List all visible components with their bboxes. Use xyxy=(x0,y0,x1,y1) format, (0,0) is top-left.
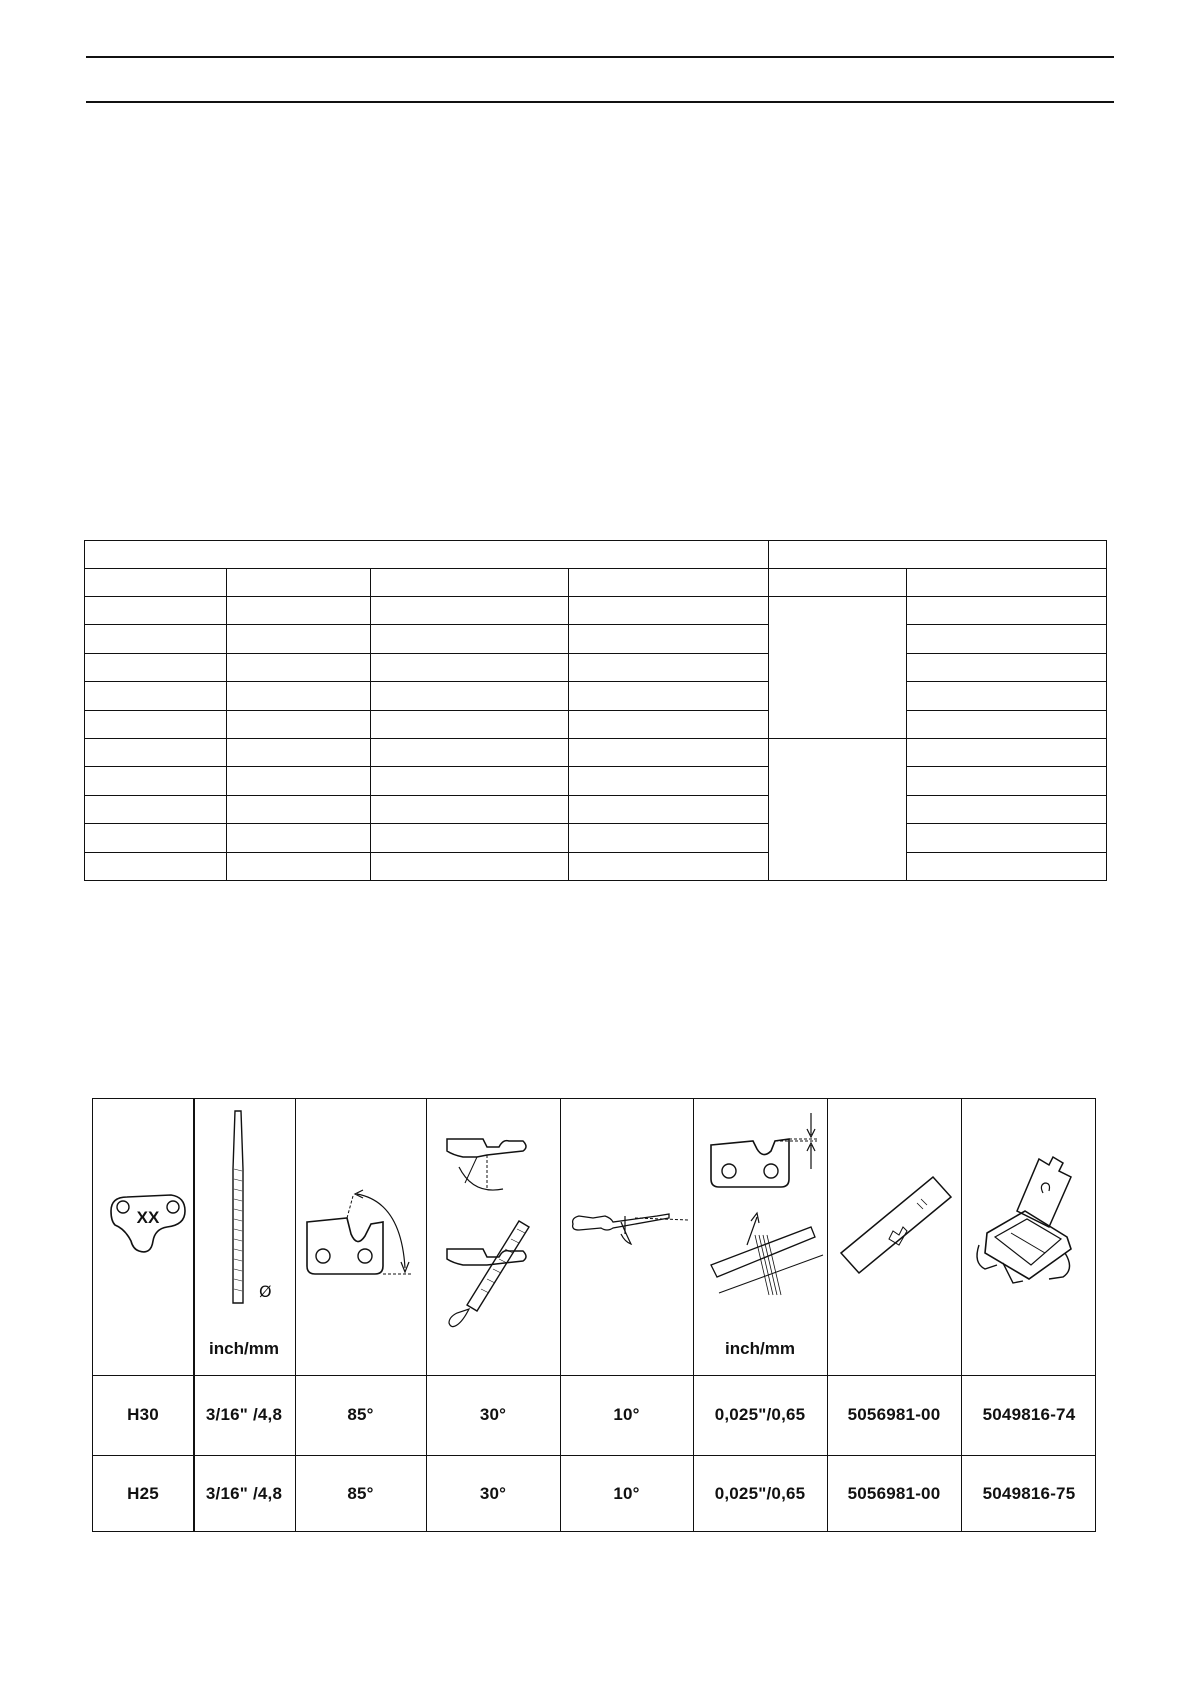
table-cell xyxy=(226,795,371,824)
table-cell xyxy=(568,624,769,653)
table-merged-cell xyxy=(768,596,907,739)
table-cell xyxy=(226,653,371,682)
table-cell xyxy=(906,596,1107,625)
table-cell xyxy=(84,710,227,739)
table-cell xyxy=(370,823,569,852)
table-cell xyxy=(370,653,569,682)
table-cell xyxy=(906,710,1107,739)
cutting-angle-icon xyxy=(433,1129,558,1329)
table-cell xyxy=(370,738,569,767)
file-angle-cell: 10° xyxy=(613,1405,640,1424)
table-cell xyxy=(226,710,371,739)
table-cell xyxy=(84,766,227,795)
depth-gauge-cell: 0,025"/0,65 xyxy=(714,1484,806,1503)
table-cell xyxy=(84,653,227,682)
header-rule-bottom xyxy=(86,101,1114,103)
depth-gauge-tool-icon xyxy=(833,1169,957,1289)
table-header-cell xyxy=(906,568,1107,597)
cutting-angle-cell: 30° xyxy=(479,1405,507,1424)
table-cell xyxy=(226,852,371,881)
table-cell xyxy=(84,738,227,767)
table-cell xyxy=(370,596,569,625)
table-cell xyxy=(226,738,371,767)
table-cell xyxy=(568,852,769,881)
table-cell xyxy=(370,766,569,795)
table-header-cell xyxy=(768,568,907,597)
table-merged-cell xyxy=(768,738,907,881)
table-cell xyxy=(906,766,1107,795)
table-cell xyxy=(568,823,769,852)
table-cell xyxy=(906,624,1107,653)
header-rule-top xyxy=(86,56,1114,58)
table-cell xyxy=(84,823,227,852)
top-plate-angle-icon xyxy=(301,1184,423,1284)
file-holder-icon xyxy=(967,1153,1093,1313)
chain-cell: H25 xyxy=(127,1484,159,1503)
table-cell xyxy=(568,653,769,682)
depth-gauge-cell: 0,025"/0,65 xyxy=(714,1405,806,1424)
table-cell xyxy=(370,852,569,881)
diameter-symbol: Ø xyxy=(259,1282,272,1301)
table-cell xyxy=(84,852,227,881)
table-cell xyxy=(568,681,769,710)
table-cell xyxy=(84,624,227,653)
table-header-cell xyxy=(84,540,769,569)
holder-part-cell: 5049816-74 xyxy=(982,1405,1076,1424)
table-cell xyxy=(906,653,1107,682)
table-cell xyxy=(226,624,371,653)
chain-cell: H30 xyxy=(127,1405,159,1424)
table-cell xyxy=(84,681,227,710)
file-diameter-cell: 3/16" /4,8 xyxy=(205,1405,283,1424)
table-header-cell xyxy=(370,568,569,597)
file-angle-icon xyxy=(565,1194,691,1254)
table-header-cell xyxy=(84,568,227,597)
table-cell xyxy=(226,596,371,625)
table-cell xyxy=(226,823,371,852)
table-header-cell xyxy=(226,568,371,597)
table-cell xyxy=(226,681,371,710)
depth-gauge-icon xyxy=(699,1105,825,1305)
file-diameter-unit: inch/mm xyxy=(209,1339,279,1358)
top-plate-angle-cell: 85° xyxy=(347,1405,374,1424)
table-cell xyxy=(84,795,227,824)
table-cell xyxy=(568,710,769,739)
top-plate-angle-cell: 85° xyxy=(347,1484,374,1503)
table-cell xyxy=(906,738,1107,767)
table-cell xyxy=(906,823,1107,852)
bar-chain-combination-table xyxy=(84,540,1106,880)
chain-marking-icon xyxy=(101,1189,189,1269)
round-file-icon xyxy=(203,1109,293,1309)
table-cell xyxy=(370,624,569,653)
chain-marking-label: XX xyxy=(136,1208,160,1227)
table-cell xyxy=(370,710,569,739)
sharpening-table xyxy=(92,1098,1096,1532)
file-diameter-cell: 3/16" /4,8 xyxy=(205,1484,283,1503)
depth-gauge-unit: inch/mm xyxy=(725,1339,795,1358)
table-cell xyxy=(84,596,227,625)
table-cell xyxy=(370,681,569,710)
table-cell xyxy=(568,596,769,625)
table-cell xyxy=(906,795,1107,824)
table-cell xyxy=(568,766,769,795)
gauge-part-cell: 5056981-00 xyxy=(847,1405,941,1424)
table-cell xyxy=(568,795,769,824)
table-cell xyxy=(568,738,769,767)
table-cell xyxy=(226,766,371,795)
gauge-part-cell: 5056981-00 xyxy=(847,1484,941,1503)
cutting-angle-cell: 30° xyxy=(479,1484,507,1503)
holder-part-cell: 5049816-75 xyxy=(982,1484,1076,1503)
file-angle-cell: 10° xyxy=(613,1484,640,1503)
table-header-cell xyxy=(768,540,1107,569)
table-cell xyxy=(906,852,1107,881)
table-cell xyxy=(370,795,569,824)
table-header-cell xyxy=(568,568,769,597)
table-cell xyxy=(906,681,1107,710)
